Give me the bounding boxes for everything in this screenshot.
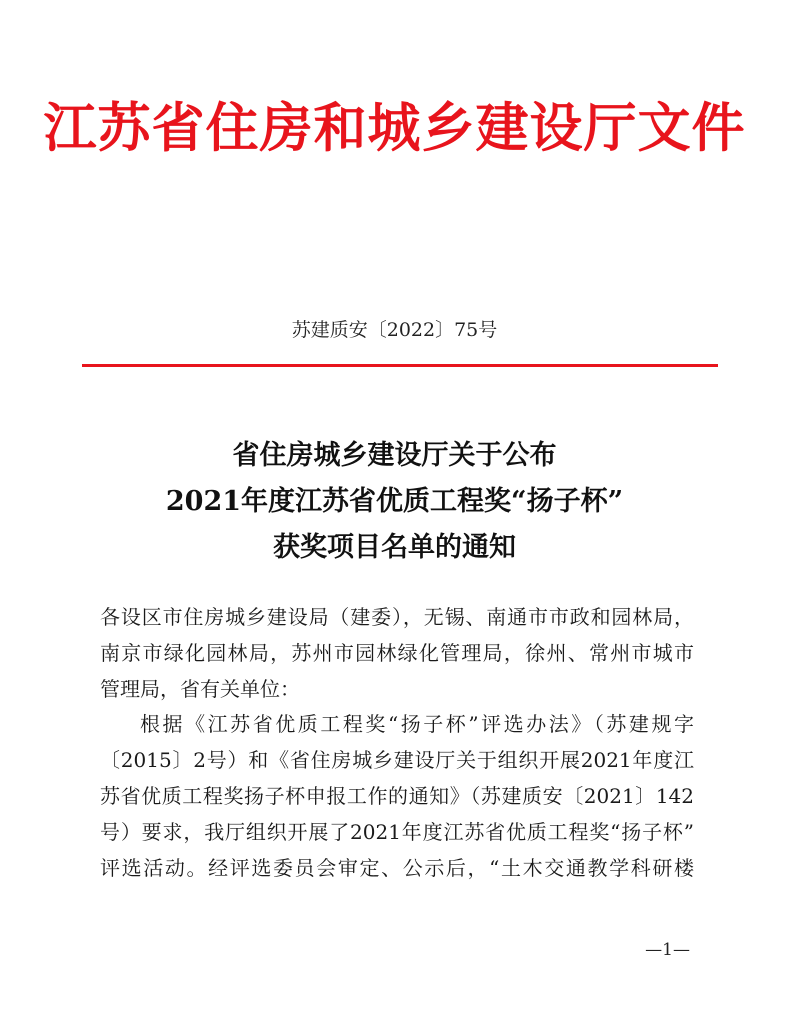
document-number: 苏建质安〔2022〕75号: [291, 319, 498, 341]
notice-body: [100, 600, 694, 886]
body-line: 管理局，省有关单位：: [100, 676, 300, 701]
body-line: 根据《江苏省优质工程奖“扬子杯”评选办法》（苏建规字: [140, 712, 694, 737]
red-divider-line: [82, 364, 718, 367]
body-line: 〔2015〕2号）和《省住房城乡建设厅关于组织开展2021年度江: [100, 748, 694, 773]
notice-title-line-1: 省住房城乡建设厅关于公布: [232, 440, 557, 471]
body-line: 号）要求，我厅组织开展了2021年度江苏省优质工程奖“扬子杯”: [100, 819, 694, 844]
notice-title-line-2: 2021年度江苏省优质工程奖“扬子杯”: [165, 486, 624, 517]
page-number: —1—: [645, 940, 690, 960]
masthead-title: 江苏省住房和城乡建设厅文件: [43, 97, 746, 159]
body-line: 各设区市住房城乡建设局（建委），无锡、南通市市政和园林局，: [100, 605, 694, 629]
body-line: 苏省优质工程奖扬子杯申报工作的通知》（苏建质安〔2021〕142: [100, 783, 694, 808]
notice-title-line-3: 获奖项目名单的通知: [273, 532, 516, 563]
body-line: 南京市绿化园林局，苏州市园林绿化管理局，徐州、常州市城市: [100, 640, 694, 665]
notice-title: [0, 433, 789, 571]
body-line: 评选活动。经评选委员会审定、公示后，“土木交通教学科研楼: [100, 855, 694, 880]
